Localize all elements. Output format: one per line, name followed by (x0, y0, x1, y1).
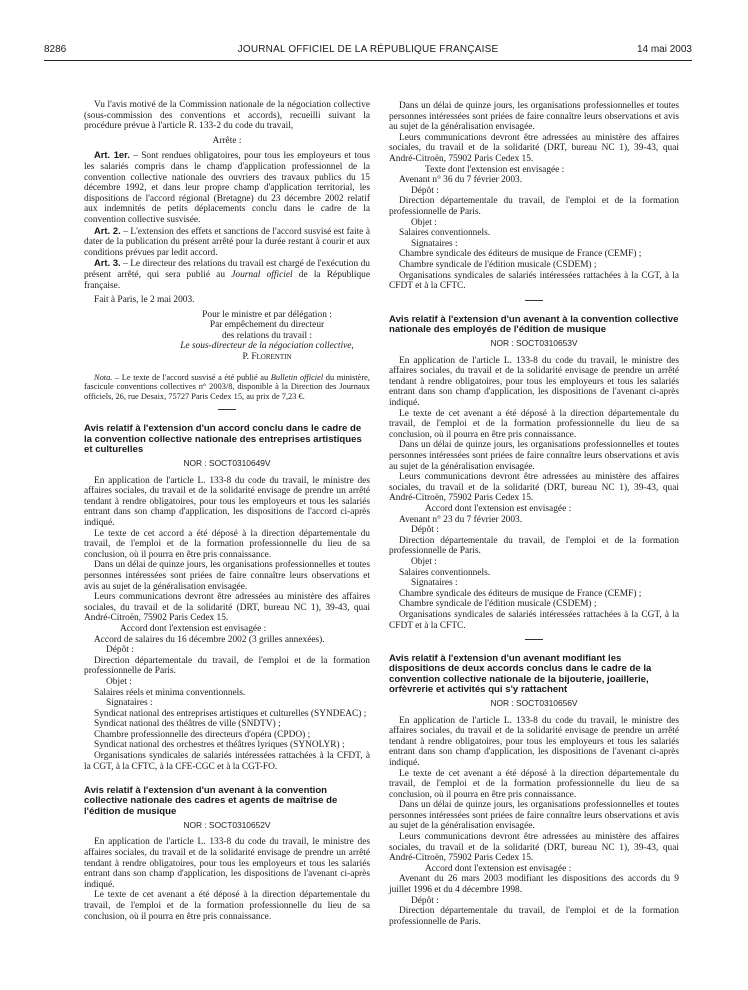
section-3-nor: NOR : SOCT0310653V (490, 338, 578, 349)
nota-text-b: du ministère, fascicule conventions collectives n° 2003/8, disponible à la Direction des Journaux officiels, 26, rue Desaix, 75727 Paris Cedex 15, au prix de 7,23 €. (84, 372, 370, 401)
section-4-p3: Dans un délai de quinze jours, les organisations professionnelles et toutes personnes intéressées sont priées de faire connaître leurs observations et avis au sujet de la généralisation envisagée. (389, 800, 679, 832)
article-3-label: Art. 3. (94, 257, 121, 269)
section-1-accord-label: Accord dont l'extension est envisagée : (120, 623, 267, 634)
section-3-signatory: Chambre syndicale de l'édition musicale (CSDEM) ; (399, 599, 597, 610)
article-3 (84, 258, 370, 291)
signature-line-2: Par empêchement du directeur (209, 320, 325, 331)
section-4-depot: Direction départementale du travail, de l'emploi et de la formation professionnelle de Paris. (389, 906, 679, 927)
section-1-sign-label: Signataires : (106, 698, 153, 709)
signature-line-4 (84, 341, 370, 352)
issue-date: 14 mai 2003 (636, 44, 692, 55)
section-3-objet-label: Objet : (411, 556, 437, 567)
section-1-nor: NOR : SOCT0310649V (183, 458, 271, 469)
section-1-p2: Le texte de cet accord a été déposé à la direction départementale du travail, de l'emploi et de la formation professionnelle du lieu de sa conclusion, où il pourra en être pris connaissance. (84, 528, 370, 560)
article-3-text-a: – Le directeur des relations du travail est chargé de l'exécution du présent arrêté, qui sera publié au (84, 259, 370, 280)
article-3-journal: Journal officiel (231, 269, 293, 280)
section-4-depot-label: Dépôt : (411, 895, 439, 906)
nota-text-a: – Le texte de l'accord susvisé a été publié au (112, 372, 271, 382)
section-2-nor: NOR : SOCT0310652V (183, 819, 271, 830)
nota-bulletin: Bulletin officiel (270, 372, 324, 382)
section-4-p4: Leurs communications devront être adressées au ministère des affaires sociales, du travail et de la solidarité (DRT, bureau NC 1), 39-43, quai André-Citroën, 75902 Paris Cedex 15. (389, 832, 679, 864)
section-1-p1: En application de l'article L. 133-8 du code du travail, le ministre des affaires sociales, du travail et de la solidarité envisage de prendre un arrêté tendant à rendre obligatoires, pour tous les employeurs et tous les salariés entrant dans son champ d'application, les dispositions de l'accord ci-après indiqué. (84, 475, 370, 529)
left-column (84, 100, 370, 922)
section-2-p4: Leurs communications devront être adressées au ministère des affaires sociales, du travail et de la solidarité (DRT, bureau NC 1), 39-43, quai André-Citroën, 75902 Paris Cedex 15. (389, 132, 679, 164)
section-1-objet: Salaires réels et minima conventionnels. (94, 687, 246, 698)
separator (525, 300, 543, 301)
signature-title: Le sous-directeur de la négociation collective, (180, 341, 354, 352)
signature-name: P. Florentin (242, 352, 292, 363)
section-3-p3: Dans un délai de quinze jours, les organisations professionnelles et toutes personnes intéressées sont priées de faire connaître leurs observations et avis au sujet de la généralisation envisagée. (389, 440, 679, 472)
header-rule (44, 60, 692, 61)
section-2-objet: Salaires conventionnels. (399, 228, 491, 239)
section-4-p2: Le texte de cet avenant a été déposé à la direction départementale du travail, de l'emploi et de la formation professionnelle du lieu de sa conclusion, où il pourra en être pris connaissance. (389, 768, 679, 800)
right-column (389, 101, 679, 927)
section-3-signatory: Chambre syndicale des éditeurs de musique de France (CEMF) ; (399, 588, 642, 599)
section-3-depot-label: Dépôt : (411, 525, 439, 536)
journal-title: JOURNAL OFFICIEL DE LA RÉPUBLIQUE FRANÇAISE (237, 44, 499, 55)
article-2-label: Art. 2. (94, 224, 121, 236)
section-1-p4: Leurs communications devront être adressées au ministère des affaires sociales, du travail et de la solidarité (DRT, bureau NC 1), 39-43, quai André-Citroën, 75902 Paris Cedex 15. (84, 592, 370, 624)
section-1-heading: Avis relatif à l'extension d'un accord conclu dans le cadre de la convention collective nationale des entreprises artistiques et culturelles (84, 423, 362, 455)
signature-line-3: des relations du travail : (221, 330, 313, 341)
section-3-sign-label: Signataires : (411, 578, 458, 589)
separator (525, 639, 543, 640)
section-2-p2: Le texte de cet avenant a été déposé à la direction départementale du travail, de l'emploi et de la formation professionnelle du lieu de sa conclusion, où il pourra en être pris connaissance. (84, 890, 370, 922)
arrete-label: Arrête : (212, 135, 242, 146)
nota-paragraph (84, 373, 370, 402)
section-4-heading: Avis relatif à l'extension d'un avenant modifiant les dispositions de deux accords conclus dans le cadre de la convention collective nationale de la bijouterie, joaillerie, orfèvrerie et activités qui s'y rattachent (389, 653, 652, 695)
section-3-accord-label: Accord dont l'extension est envisagée : (425, 504, 572, 514)
article-2 (84, 226, 370, 259)
section-2-avenant: Avenant n° 36 du 7 février 2003. (399, 175, 523, 186)
section-1-signatory: Organisations syndicales de salariés intéressées rattachées à la CFDT, à la CGT, à la CFTC, à la CFE-CGC et à la CGT-FO. (84, 751, 370, 772)
section-2-signatory: Chambre syndicale de l'édition musicale (CSDEM) ; (399, 259, 597, 270)
section-3-depot: Direction départementale du travail, de l'emploi et de la formation professionnelle de Paris. (389, 535, 679, 557)
section-2-p1: En application de l'article L. 133-8 du code du travail, le ministre des affaires sociales, du travail et de la solidarité envisage de prendre un arrêté tendant à rendre obligatoires, pour tous les employeurs et tous les salariés entrant dans son champ d'application, les dispositions de l'avenant ci-après indiqué. (84, 837, 370, 890)
section-3-p2: Le texte de cet avenant a été déposé à la direction départementale du travail, de l'emploi et de la formation professionnelle du lieu de sa conclusion, où il pourra en être pris connaissance. (389, 408, 679, 440)
section-4-avenant: Avenant du 26 mars 2003 modifiant les dispositions des accords du 9 juillet 1996 et du 4 décembre 1998. (389, 874, 679, 896)
page-number: 8286 (44, 44, 67, 55)
nota-label: Nota. (94, 372, 113, 382)
section-1-signatory: Chambre professionnelle des directeurs d'opéra (CPDO) ; (94, 729, 311, 740)
section-1-signatory: Syndicat national des théâtres de ville (SNDTV) ; (94, 719, 281, 730)
section-1-depot-label: Dépôt : (106, 645, 134, 656)
section-2-objet-label: Objet : (411, 217, 437, 228)
section-2-depot: Direction départementale du travail, de l'emploi et de la formation professionnelle de Paris. (389, 196, 679, 217)
section-1-depot: Direction départementale du travail, de l'emploi et de la formation professionnelle de Paris. (84, 655, 370, 677)
signature-line-1: Pour le ministre et par délégation : (202, 309, 332, 320)
section-2-sign-label: Signataires : (411, 238, 458, 249)
section-3-avenant: Avenant n° 23 du 7 février 2003. (399, 514, 523, 525)
article-1 (84, 150, 370, 225)
section-2-signatory: Chambre syndicale des éditeurs de musique de France (CEMF) ; (399, 249, 642, 260)
article-1-label: Art. 1er. (94, 149, 130, 161)
section-3-objet: Salaires conventionnels. (399, 567, 491, 578)
section-1-signatory: Syndicat national des orchestres et théâtres lyriques (SYNOLYR) ; (94, 740, 345, 751)
section-2-p3: Dans un délai de quinze jours, les organisations professionnelles et toutes personnes intéressées sont priées de faire connaître leurs observations et avis au sujet de la généralisation envisagée. (389, 101, 679, 133)
fait-line: Fait à Paris, le 2 mai 2003. (94, 295, 195, 306)
section-4-accord-label: Accord dont l'extension est envisagée : (425, 863, 572, 874)
section-3-p4: Leurs communications devront être adressées au ministère des affaires sociales, du travail et de la solidarité (DRT, bureau NC 1), 39-43, quai André-Citroën, 75902 Paris Cedex 15. (389, 472, 679, 504)
article-1-text: – Sont rendues obligatoires, pour tous les employeurs et tous les salariés compris dans le champ d'application professionnel de la convention collective nationale des ouvriers des travaux publics du 15 décembre 1992, et dans leur propre champ d'application territorial, les dispositions de l'accord régional (Bretagne) du 23 décembre 2002 relatif aux indemnités de petits déplacements conclu dans le cadre de la convention collective susvisée. (84, 151, 370, 225)
section-2-depot-label: Dépôt : (411, 185, 439, 196)
section-3-signatory: Organisations syndicales de salariés intéressées rattachées à la CGT, à la CFDT et à la CFTC. (389, 609, 679, 631)
section-3-p1: En application de l'article L. 133-8 du code du travail, le ministre des affaires sociales, du travail et de la solidarité envisage de prendre un arrêté tendant à rendre obligatoires, pour tous les employeurs et tous les salariés entrant dans son champ d'application, les dispositions de l'avenant ci-après indiqué. (389, 355, 679, 409)
article-3-text-b: de la République française. (84, 269, 370, 291)
vu-paragraph: Vu l'avis motivé de la Commission nationale de la négociation collective (sous-commission des conventions et accords), recueilli suivant la procédure prévue à l'article R. 133-2 du code du travail, (84, 100, 370, 132)
page-header (44, 44, 692, 58)
section-4-nor: NOR : SOCT0310656V (490, 697, 578, 708)
section-3-heading: Avis relatif à l'extension d'un avenant à la convention collective nationale des employés de l'édition de musique (389, 313, 679, 335)
section-2-heading: Avis relatif à l'extension d'un avenant à la convention collective nationale des cadres et agents de maîtrise de l'édition de musique (84, 785, 338, 817)
section-1-p3: Dans un délai de quinze jours, les organisations professionnelles et toutes personnes intéressées sont priées de faire connaître leurs observations et avis au sujet de la généralisation envisagée. (84, 560, 370, 592)
section-1-accord: Accord de salaires du 16 décembre 2002 (3 grilles annexées). (94, 634, 325, 645)
article-2-text: – L'extension des effets et sanctions de l'accord susvisé est faite à dater de la publication du présent arrêté pour la durée restant à courir et aux conditions prévues par ledit accord. (84, 226, 370, 258)
section-2-signatory: Organisations syndicales de salariés intéressées rattachées à la CGT, à la CFDT et à la CFTC. (389, 270, 679, 292)
section-1-objet-label: Objet : (106, 676, 132, 687)
section-4-p1: En application de l'article L. 133-8 du code du travail, le ministre des affaires sociales, du travail et de la solidarité envisage de prendre un arrêté tendant à rendre obligatoires, pour tous les employeurs et tous les salariés entrant dans son champ d'application, les dispositions de l'avenant ci-après indiqué. (389, 715, 679, 768)
section-2-texte-label: Texte dont l'extension est envisagée : (425, 164, 565, 175)
section-1-signatory: Syndicat national des entreprises artistiques et culturelles (SYNDEAC) ; (94, 708, 367, 719)
separator (218, 409, 236, 410)
